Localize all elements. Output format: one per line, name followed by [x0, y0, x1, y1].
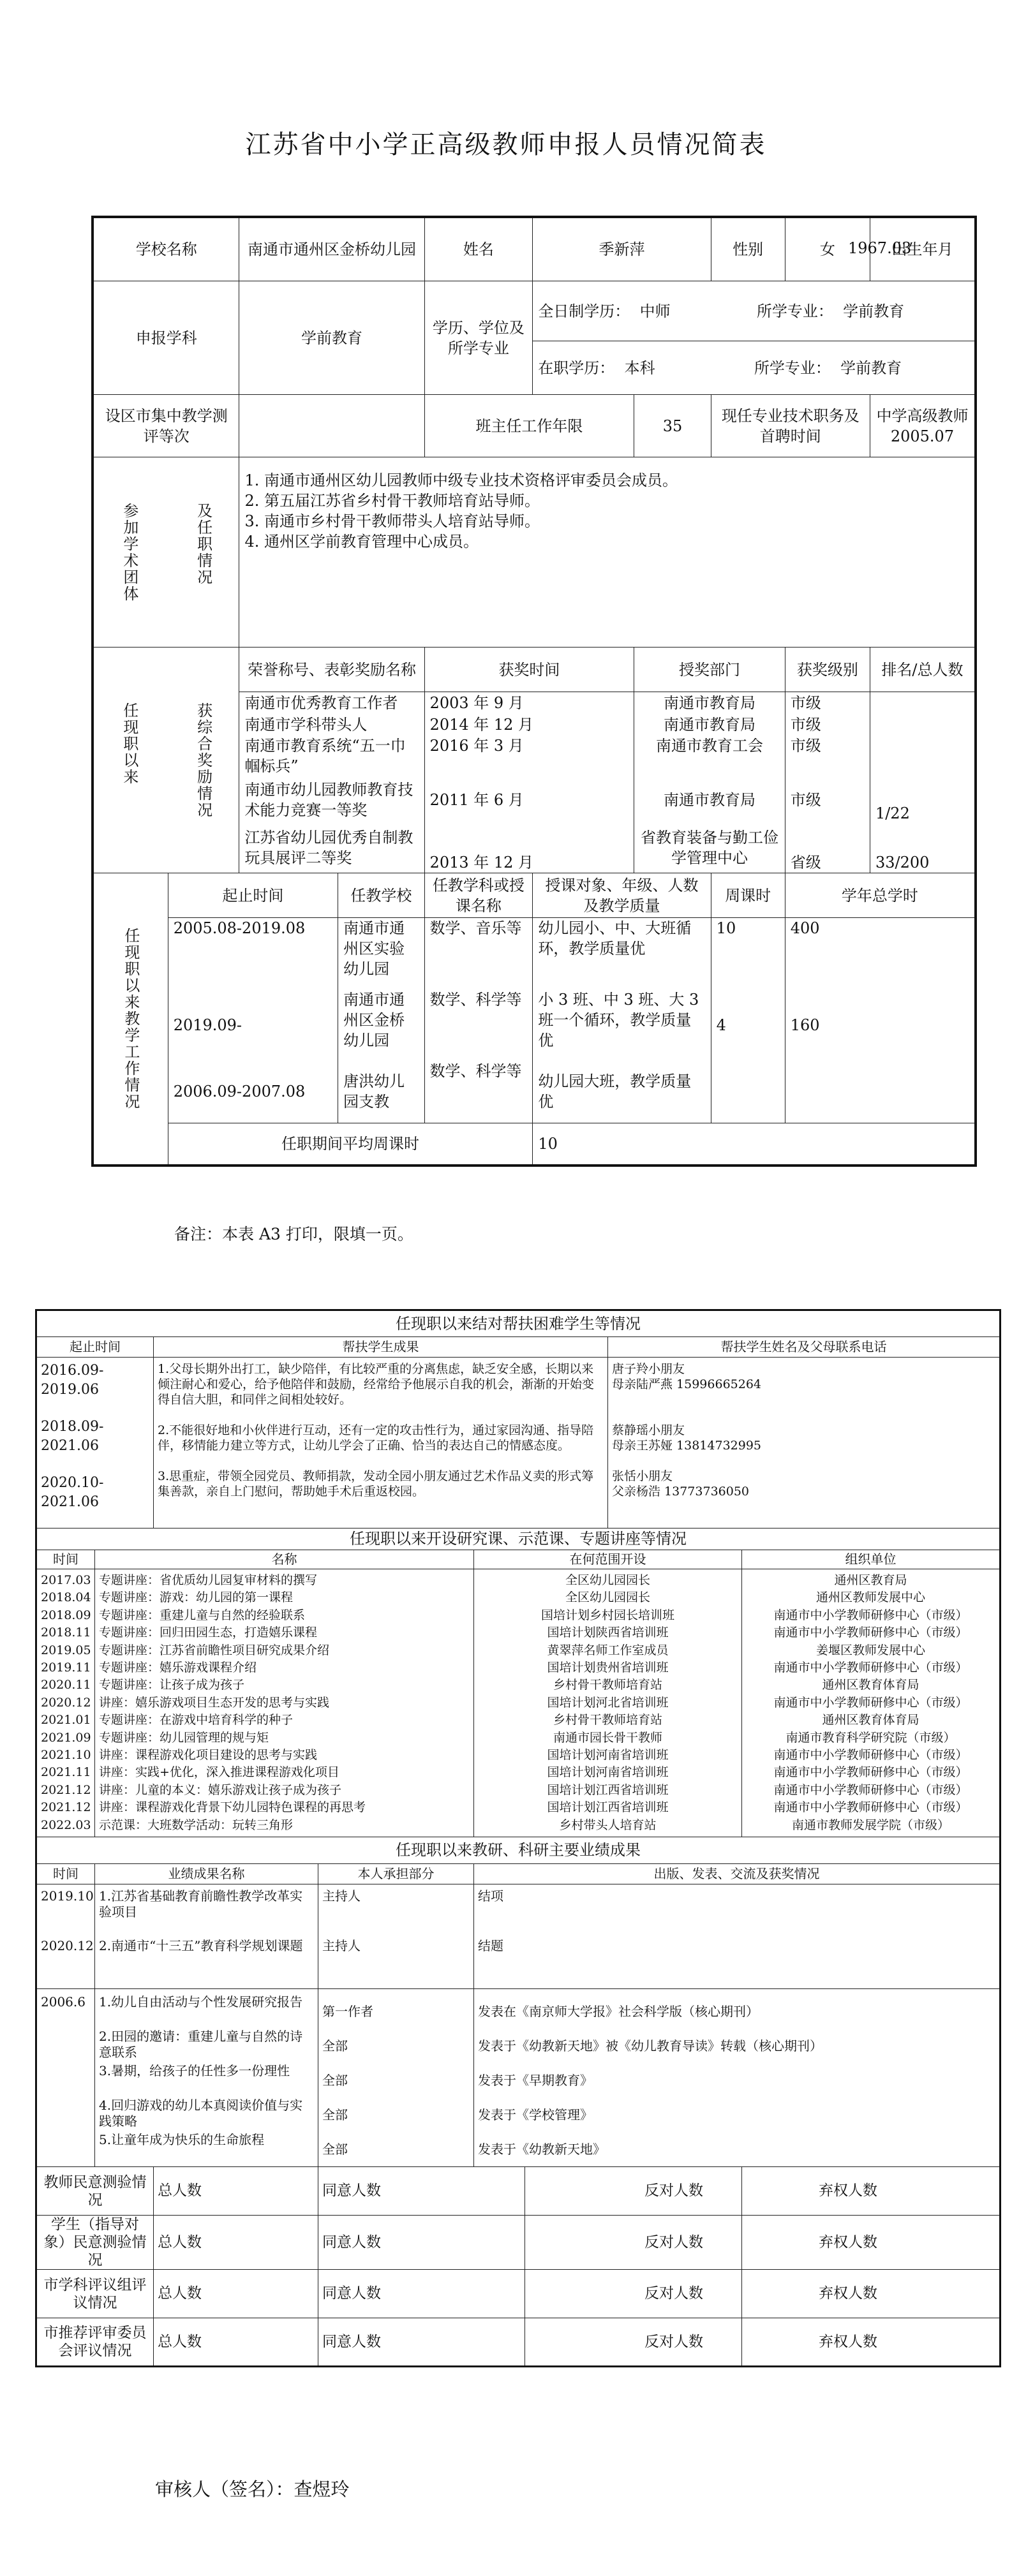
lecture-scope: 乡村骨干教师培育站 [553, 1678, 662, 1692]
teaching-row: 2006.09-2007.08 唐洪幼儿园支教 数学、科学等 幼儿园大班，教学质量优 [93, 1061, 976, 1123]
teaching-row: 2005.08-2019.08 南通市通州区实验幼儿园 数学、音乐等 幼儿园小、中、大班循环，教学质量优 10 400 [93, 918, 976, 989]
help-student-name: 蔡静瑶小朋友 [612, 1423, 685, 1437]
research-header-time: 时间 [36, 1864, 95, 1884]
help-student-name: 张恬小朋友 [612, 1469, 673, 1483]
lecture-name: 讲座：实践+优化，深入推进课程游戏化项目 [99, 1765, 339, 1780]
academic-item: 4. 通州区学前教育管理中心成员。 [244, 533, 479, 551]
lecture-org: 南通市中小学教师研修中心（市级） [773, 1800, 968, 1815]
lecture-time: 2020.12 [41, 1695, 91, 1710]
research-header-role: 本人承担部分 [318, 1864, 474, 1884]
lecture-scope: 国培计划江西省培训班 [547, 1782, 669, 1797]
lecture-time: 2017.03 [41, 1573, 91, 1587]
subject-label: 申报学科 [93, 281, 239, 395]
lecture-header-name: 名称 [95, 1550, 474, 1569]
lecture-time: 2021.01 [41, 1713, 91, 1728]
lecture-org: 通州区教育体育局 [822, 1678, 919, 1692]
lecture-scope: 国培计划贵州省培训班 [547, 1661, 669, 1675]
vote-row: 学生（指导对象）民意测验情况 总人数 同意人数 反对人数 弃权人数 [36, 2216, 1001, 2270]
lecture-scope: 全区幼儿园园长 [565, 1590, 650, 1605]
lecture-name: 示范课：大班数学活动：玩转三角形 [99, 1817, 294, 1832]
lecture-org: 南通市教师发展学院（市级） [792, 1817, 950, 1832]
subject-value: 学前教育 [239, 281, 424, 395]
help-parent: 父亲杨浩 13773736050 [612, 1484, 750, 1499]
lecture-org: 姜堰区教师发展中心 [816, 1643, 926, 1657]
award-row: 南通市学科带头人 2014 年 12 月 南通市教育局 市级 [93, 714, 976, 736]
lecture-time: 2021.12 [41, 1782, 91, 1797]
help-result: 1.父母长期外出打工，缺少陪伴，有比较严重的分离焦虑，缺乏安全感，长期以来倾注耐心和爱心，给予他陪伴和鼓励，经常给予他展示自我的机会，渐渐的开始变得自信大胆，和同伴之间相处较好。 [158, 1362, 595, 1407]
academic-list [239, 457, 976, 648]
name-label: 姓名 [424, 217, 533, 281]
help-result: 3.思重症，带领全园党员、教师捐款，发动全园小朋友通过艺术作品义卖的形式筹集善款，亲自上门慰问，帮助她手术后重返校园。 [158, 1469, 594, 1499]
academic-item: 1. 南通市通州区幼儿园教师中级专业技术资格评审委员会成员。 [244, 471, 678, 489]
lecture-org: 南通市中小学教师研修中心（市级） [773, 1748, 968, 1763]
eval-label: 设区市集中教学测评等次 [93, 395, 239, 457]
help-parent: 母亲王苏娅 13814732995 [612, 1439, 762, 1453]
application-summary-table [91, 216, 977, 1167]
research-header-name: 业绩成果名称 [95, 1864, 318, 1884]
awards-header-dept: 授奖部门 [634, 648, 785, 692]
lecture-header-time: 时间 [36, 1550, 95, 1569]
lecture-time: 2019.05 [41, 1643, 91, 1657]
academic-item: 3. 南通市乡村骨干教师带头人培育站导师。 [244, 512, 540, 530]
help-parent: 母亲陆严燕 15996665264 [612, 1377, 762, 1391]
awards-header-time: 获奖时间 [424, 648, 634, 692]
lecture-header-org: 组织单位 [742, 1550, 1001, 1569]
teaching-header-period: 起止时间 [168, 873, 338, 918]
lecture-name: 讲座：儿童的本义：嬉乐游戏让孩子成为孩子 [99, 1782, 342, 1797]
academic-item: 2. 第五届江苏省乡村骨干教师培育站导师。 [244, 492, 540, 510]
lecture-name: 专题讲座：游戏：幼儿园的第一课程 [99, 1590, 294, 1605]
research-section-title: 任现职以来教研、科研主要业绩成果 [36, 1837, 1001, 1864]
birth-label: 出生年月 [891, 241, 953, 258]
help-header-period: 起止时间 [36, 1337, 154, 1358]
vote-row: 教师民意测验情况 总人数 同意人数 反对人数 弃权人数 [36, 2167, 1001, 2216]
lecture-org: 南通市中小学教师研修中心（市级） [773, 1625, 968, 1640]
award-row: 南通市优秀教育工作者 2003 年 9 月 南通市教育局 市级 [93, 692, 976, 714]
teaching-row: 2019.09- 南通市通州区金桥幼儿园 数学、科学等 小 3 班、中 3 班、大 3 班一个循环，教学质量优 4 160 [93, 989, 976, 1061]
eval-value [239, 395, 424, 457]
lecture-scope: 全区幼儿园园长 [565, 1573, 650, 1587]
awards-header-level: 获奖级别 [785, 648, 870, 692]
inservice-education: 在职学历： 本科 所学专业： 学前教育 [533, 341, 976, 395]
research-header-result: 出版、发表、交流及获奖情况 [474, 1864, 1001, 1884]
title-value: 中学高级教师 2005.07 [870, 395, 976, 457]
lecture-section-title: 任现职以来开设研究课、示范课、专题讲座等情况 [36, 1529, 1001, 1550]
lecture-rows [36, 1569, 1001, 1837]
school-label: 学校名称 [93, 217, 239, 281]
lecture-name: 专题讲座：让孩子成为孩子 [99, 1678, 245, 1692]
headteacher-label: 班主任工作年限 [424, 395, 634, 457]
lecture-scope: 国培计划江西省培训班 [547, 1800, 669, 1815]
lecture-name: 专题讲座：在游戏中培育科学的种子 [99, 1713, 294, 1728]
reviewer-signature: 审核人（签名）：查煜玲 [155, 2478, 350, 2500]
lecture-time: 2021.12 [41, 1800, 91, 1815]
school-value: 南通市通州区金桥幼儿园 [239, 217, 424, 281]
help-period: 2016.09-2019.06 [41, 1363, 104, 1398]
awards-label: 任现职以来 获综合奖励情况 [93, 648, 239, 873]
lecture-scope: 国培计划乡村园长培训班 [540, 1608, 674, 1622]
lecture-time: 2021.09 [41, 1730, 91, 1745]
lecture-name: 讲座：嬉乐游戏项目生态开发的思考与实践 [99, 1695, 330, 1710]
lecture-time: 2020.11 [41, 1678, 91, 1692]
teaching-label: 任现职以来教学工作情况 [93, 873, 168, 1166]
vote-row: 市推荐评审委员会评议情况 总人数 同意人数 反对人数 弃权人数 [36, 2318, 1001, 2367]
lecture-scope: 南通市园长骨干教师 [553, 1730, 662, 1745]
lecture-name: 专题讲座：回归田园生态，打造嬉乐课程 [99, 1625, 318, 1640]
lecture-name: 专题讲座：嬉乐游戏课程介绍 [99, 1661, 257, 1675]
lecture-scope: 乡村带头人培育站 [559, 1817, 657, 1832]
fulltime-education: 全日制学历： 中师 所学专业： 学前教育 [533, 281, 976, 341]
awards-header-name: 荣誉称号、表彰奖励名称 [239, 648, 424, 692]
lecture-time: 2021.11 [41, 1765, 91, 1780]
lecture-scope: 黄翠萍名师工作室成员 [547, 1643, 669, 1657]
lecture-scope: 国培计划河北省培训班 [547, 1695, 669, 1710]
avg-hours-value: 10 [533, 1123, 976, 1166]
lecture-org: 南通市教育科学研究院（市级） [785, 1730, 956, 1745]
lecture-time: 2018.04 [41, 1590, 91, 1605]
teaching-header-subject: 任教学科或授课名称 [424, 873, 533, 918]
lecture-org: 通州区教师发展中心 [816, 1590, 926, 1605]
academic-label: 参加学术团体 及任职情况 [93, 457, 239, 648]
lecture-scope: 乡村骨干教师培育站 [553, 1713, 662, 1728]
award-row: 江苏省幼儿园优秀自制教玩具展评二等奖 2013 年 12 月 省教育装备与勤工俭学管理中心 省级 33/200 [93, 824, 976, 873]
lecture-org: 南通市中小学教师研修中心（市级） [773, 1782, 968, 1797]
lecture-org: 南通市中小学教师研修中心（市级） [773, 1661, 968, 1675]
vote-row: 市学科评议组评议情况 总人数 同意人数 反对人数 弃权人数 [36, 2270, 1001, 2318]
research-row: 2019.10 2020.12 1.江苏省基础教育前瞻性教学改革实验项目 2.南通市“十三五”教育科学规划课题 主持人 主持人 结项 结题 [36, 1884, 1001, 1989]
lecture-name: 专题讲座：幼儿园管理的规与矩 [99, 1730, 269, 1745]
help-header-student: 帮扶学生姓名及父母联系电话 [608, 1337, 1001, 1358]
help-section-title: 任现职以来结对帮扶困难学生等情况 [36, 1310, 1001, 1337]
name-value: 季新萍 [533, 217, 711, 281]
lecture-time: 2018.11 [41, 1625, 91, 1640]
lecture-scope: 国培计划河南省培训班 [547, 1765, 669, 1780]
birth-value: 1967.03 [848, 239, 912, 257]
lecture-scope: 国培计划陕西省培训班 [547, 1625, 669, 1640]
page-title: 江苏省中小学正高级教师申报人员情况简表 [245, 130, 767, 159]
teaching-header-school: 任教学校 [338, 873, 424, 918]
lecture-scope: 国培计划河南省培训班 [547, 1748, 669, 1763]
award-row: 南通市幼儿园教师教育技术能力竞赛一等奖 2011 年 6 月 南通市教育局 市级 1/22 [93, 776, 976, 824]
lecture-org: 通州区教育局 [834, 1573, 907, 1587]
award-row: 南通市教育系统“五一巾帼标兵” 2016 年 3 月 南通市教育工会 市级 [93, 736, 976, 776]
lecture-name: 讲座：课程游戏化背景下幼儿园特色课程的再思考 [99, 1800, 366, 1815]
lecture-org: 通州区教育体育局 [822, 1713, 919, 1728]
help-result: 2.不能很好地和小伙伴进行互动，还有一定的攻击性行为，通过家园沟通、指导陪伴，移情能力建立等方式，让幼儿学会了正确、恰当的表达自己的情感态度。 [158, 1423, 594, 1453]
lecture-name: 专题讲座：省优质幼儿园复审材料的撰写 [99, 1573, 318, 1587]
lecture-org: 南通市中小学教师研修中心（市级） [773, 1695, 968, 1710]
teaching-header-total: 学年总学时 [785, 873, 976, 918]
help-student-name: 唐子羚小朋友 [612, 1362, 685, 1376]
gender-value: 女 [785, 217, 870, 281]
lecture-name: 专题讲座：江苏省前瞻性项目研究成果介绍 [99, 1643, 330, 1657]
lecture-name: 专题讲座：重建儿童与自然的经验联系 [99, 1608, 306, 1622]
lecture-org: 南通市中小学教师研修中心（市级） [773, 1765, 968, 1780]
teaching-header-weekly: 周课时 [711, 873, 785, 918]
lecture-time: 2019.11 [41, 1661, 91, 1675]
achievement-table [35, 1309, 1001, 2367]
lecture-name: 讲座：课程游戏化项目建设的思考与实践 [99, 1748, 318, 1763]
headteacher-value: 35 [634, 395, 711, 457]
help-row [36, 1358, 1001, 1529]
lecture-header-scope: 在何范围开设 [474, 1550, 742, 1569]
teaching-header-target: 授课对象、年级、人数及教学质量 [533, 873, 711, 918]
lecture-time: 2021.10 [41, 1748, 91, 1763]
lecture-org: 南通市中小学教师研修中心（市级） [773, 1608, 968, 1622]
lecture-time: 2022.03 [41, 1817, 91, 1832]
research-row: 2006.6 1.幼儿自由活动与个性发展研究报告 2.田园的邀请：重建儿童与自然的诗意联系 3.暑期，给孩子的任性多一份理性 4.回归游戏的幼儿本真阅读价值与实践策略 5.让童年成为快乐的生命旅程 第一作者 全部 全部 全部 全部 发表在《南京师大学报》社会科学版（核心期刊） 发表于《幼教新天地》被《幼儿教育导读》转载（核心期刊） 发表于《早期教育》 发表于《学校管理》 发表于《幼教新天地》 [36, 1989, 1001, 2167]
help-header-result: 帮扶学生成果 [154, 1337, 608, 1358]
lecture-time: 2018.09 [41, 1608, 91, 1622]
awards-header-rank: 排名/总人数 [870, 648, 976, 692]
help-period: 2018.09-2021.06 [41, 1419, 104, 1454]
print-note: 备注：本表 A3 打印，限填一页。 [174, 1225, 413, 1243]
avg-hours-label: 任职期间平均周课时 [168, 1123, 533, 1166]
education-label: 学历、学位及所学专业 [424, 281, 533, 395]
title-label: 现任专业技术职务及首聘时间 [711, 395, 870, 457]
help-period: 2020.10-2021.06 [41, 1475, 104, 1510]
gender-label: 性别 [711, 217, 785, 281]
